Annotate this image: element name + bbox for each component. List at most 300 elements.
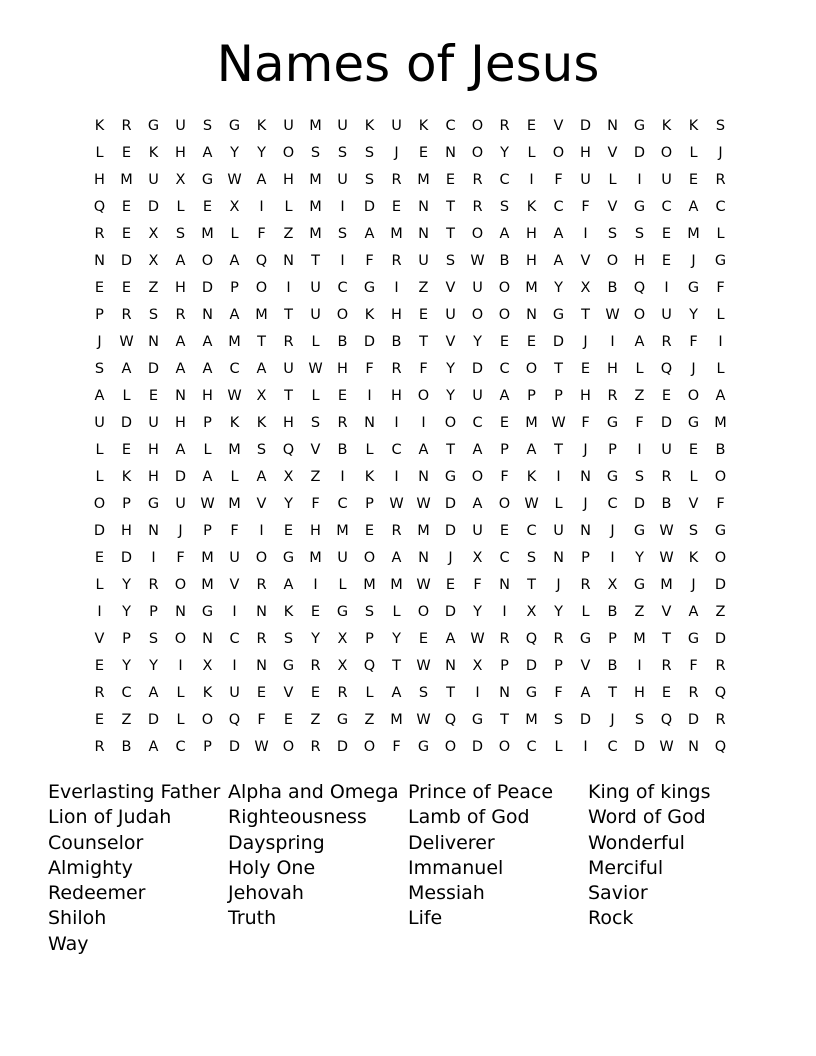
grid-letter[interactable]: F <box>365 361 374 377</box>
grid-letter[interactable]: N <box>688 739 699 755</box>
grid-letter[interactable]: O <box>471 307 484 323</box>
grid-letter[interactable]: H <box>94 172 105 188</box>
grid-letter[interactable]: E <box>526 118 537 134</box>
grid-letter[interactable]: E <box>121 226 132 242</box>
grid-letter[interactable]: D <box>93 523 106 539</box>
grid-letter[interactable]: M <box>228 442 241 458</box>
grid-letter[interactable]: K <box>121 469 132 485</box>
grid-letter[interactable]: O <box>282 739 295 755</box>
grid-letter[interactable]: T <box>392 658 401 674</box>
grid-letter[interactable]: C <box>445 118 456 134</box>
grid-letter[interactable]: P <box>365 496 374 512</box>
grid-letter[interactable]: T <box>527 577 536 593</box>
grid-letter[interactable]: Y <box>500 145 509 161</box>
grid-letter[interactable]: S <box>337 226 348 242</box>
grid-letter[interactable]: D <box>201 280 214 296</box>
grid-letter[interactable]: P <box>203 523 212 539</box>
grid-letter[interactable]: N <box>499 685 510 701</box>
grid-letter[interactable]: B <box>337 334 348 350</box>
grid-letter[interactable]: G <box>282 658 295 674</box>
grid-letter[interactable]: M <box>309 172 322 188</box>
grid-letter[interactable]: L <box>392 604 401 620</box>
grid-letter[interactable]: K <box>283 604 294 620</box>
grid-letter[interactable]: I <box>340 199 345 215</box>
grid-letter[interactable]: S <box>148 307 159 323</box>
grid-letter[interactable]: G <box>633 577 646 593</box>
grid-letter[interactable]: D <box>579 712 592 728</box>
grid-letter[interactable]: V <box>229 577 240 593</box>
grid-letter[interactable]: N <box>418 226 429 242</box>
grid-letter[interactable]: L <box>95 145 104 161</box>
grid-letter[interactable]: O <box>714 550 727 566</box>
grid-letter[interactable]: Q <box>633 280 646 296</box>
grid-letter[interactable]: T <box>554 442 563 458</box>
grid-letter[interactable]: A <box>445 631 456 647</box>
grid-letter[interactable]: M <box>228 334 241 350</box>
grid-letter[interactable]: I <box>637 658 642 674</box>
grid-letter[interactable]: D <box>660 415 673 431</box>
grid-letter[interactable]: U <box>553 523 564 539</box>
grid-letter[interactable]: P <box>122 496 131 512</box>
grid-letter[interactable]: O <box>255 280 268 296</box>
grid-letter[interactable]: C <box>121 685 132 701</box>
grid-letter[interactable]: G <box>633 199 646 215</box>
grid-letter[interactable]: X <box>175 172 186 188</box>
grid-letter[interactable]: O <box>498 496 511 512</box>
grid-letter[interactable]: Q <box>93 199 106 215</box>
grid-letter[interactable]: O <box>471 118 484 134</box>
grid-letter[interactable]: W <box>416 712 431 728</box>
grid-letter[interactable]: A <box>553 253 564 269</box>
grid-letter[interactable]: U <box>175 118 186 134</box>
grid-letter[interactable]: G <box>201 172 214 188</box>
grid-letter[interactable]: L <box>176 199 185 215</box>
grid-letter[interactable]: P <box>365 631 374 647</box>
grid-letter[interactable]: M <box>633 631 646 647</box>
grid-letter[interactable]: I <box>313 577 318 593</box>
grid-letter[interactable]: F <box>176 550 185 566</box>
grid-letter[interactable]: P <box>608 442 617 458</box>
grid-letter[interactable]: H <box>526 226 537 242</box>
grid-letter[interactable]: D <box>714 631 727 647</box>
grid-letter[interactable]: D <box>120 253 133 269</box>
grid-letter[interactable]: U <box>283 118 294 134</box>
grid-letter[interactable]: G <box>552 307 565 323</box>
grid-letter[interactable]: P <box>149 604 158 620</box>
grid-letter[interactable]: X <box>283 469 294 485</box>
grid-letter[interactable]: J <box>691 253 696 269</box>
grid-letter[interactable]: Y <box>257 145 266 161</box>
grid-letter[interactable]: V <box>256 496 267 512</box>
grid-letter[interactable]: G <box>201 604 214 620</box>
grid-letter[interactable]: A <box>202 469 213 485</box>
grid-letter[interactable]: E <box>499 334 510 350</box>
grid-letter[interactable]: D <box>444 604 457 620</box>
grid-letter[interactable]: E <box>94 658 105 674</box>
grid-letter[interactable]: O <box>633 307 646 323</box>
grid-letter[interactable]: S <box>148 631 159 647</box>
grid-letter[interactable]: D <box>363 199 376 215</box>
grid-letter[interactable]: Q <box>660 361 673 377</box>
grid-letter[interactable]: E <box>688 442 699 458</box>
grid-letter[interactable]: D <box>633 145 646 161</box>
grid-letter[interactable]: F <box>500 469 509 485</box>
grid-letter[interactable]: T <box>446 226 455 242</box>
grid-letter[interactable]: R <box>472 172 483 188</box>
grid-letter[interactable]: E <box>688 172 699 188</box>
grid-letter[interactable]: O <box>444 415 457 431</box>
grid-letter[interactable]: L <box>311 334 320 350</box>
grid-letter[interactable]: R <box>337 415 348 431</box>
grid-letter[interactable]: O <box>498 739 511 755</box>
grid-letter[interactable]: V <box>580 658 591 674</box>
grid-letter[interactable]: S <box>364 604 375 620</box>
grid-letter[interactable]: W <box>227 388 242 404</box>
grid-letter[interactable]: J <box>718 145 723 161</box>
grid-letter[interactable]: X <box>148 226 159 242</box>
grid-letter[interactable]: S <box>283 631 294 647</box>
grid-letter[interactable]: L <box>365 685 374 701</box>
grid-letter[interactable]: E <box>661 685 672 701</box>
grid-letter[interactable]: A <box>121 361 132 377</box>
grid-letter[interactable]: G <box>714 253 727 269</box>
grid-letter[interactable]: U <box>337 550 348 566</box>
grid-letter[interactable]: R <box>337 685 348 701</box>
grid-letter[interactable]: G <box>417 739 430 755</box>
grid-letter[interactable]: H <box>283 415 294 431</box>
grid-letter[interactable]: G <box>714 523 727 539</box>
grid-letter[interactable]: T <box>284 388 293 404</box>
grid-letter[interactable]: Y <box>122 658 131 674</box>
grid-letter[interactable]: U <box>661 442 672 458</box>
grid-letter[interactable]: I <box>583 739 588 755</box>
grid-letter[interactable]: E <box>256 685 267 701</box>
grid-letter[interactable]: K <box>148 145 159 161</box>
grid-letter[interactable]: W <box>659 739 674 755</box>
grid-letter[interactable]: T <box>608 685 617 701</box>
grid-letter[interactable]: R <box>391 523 402 539</box>
grid-letter[interactable]: R <box>121 307 132 323</box>
grid-letter[interactable]: Z <box>310 469 321 485</box>
grid-letter[interactable]: Y <box>473 334 482 350</box>
grid-letter[interactable]: R <box>472 199 483 215</box>
grid-letter[interactable]: S <box>202 118 213 134</box>
grid-letter[interactable]: T <box>446 442 455 458</box>
grid-letter[interactable]: S <box>94 361 105 377</box>
grid-letter[interactable]: F <box>392 739 401 755</box>
grid-letter[interactable]: E <box>310 604 321 620</box>
grid-letter[interactable]: S <box>175 226 186 242</box>
grid-letter[interactable]: G <box>363 280 376 296</box>
grid-letter[interactable]: X <box>229 199 240 215</box>
grid-letter[interactable]: W <box>119 334 134 350</box>
grid-letter[interactable]: I <box>367 388 372 404</box>
grid-letter[interactable]: S <box>256 442 267 458</box>
grid-letter[interactable]: N <box>175 604 186 620</box>
grid-letter[interactable]: C <box>553 199 564 215</box>
grid-letter[interactable]: M <box>417 523 430 539</box>
grid-letter[interactable]: Q <box>714 739 727 755</box>
grid-letter[interactable]: W <box>659 550 674 566</box>
grid-letter[interactable]: I <box>259 523 264 539</box>
grid-letter[interactable]: L <box>95 442 104 458</box>
grid-letter[interactable]: C <box>391 442 402 458</box>
grid-letter[interactable]: U <box>661 307 672 323</box>
grid-letter[interactable]: N <box>202 631 213 647</box>
grid-letter[interactable]: O <box>525 361 538 377</box>
grid-letter[interactable]: C <box>661 199 672 215</box>
grid-letter[interactable]: O <box>552 145 565 161</box>
grid-letter[interactable]: R <box>688 685 699 701</box>
grid-letter[interactable]: B <box>607 604 618 620</box>
grid-letter[interactable]: Y <box>473 604 482 620</box>
grid-letter[interactable]: D <box>444 523 457 539</box>
grid-letter[interactable]: H <box>121 523 132 539</box>
grid-letter[interactable]: L <box>365 442 374 458</box>
grid-letter[interactable]: T <box>554 361 563 377</box>
grid-letter[interactable]: X <box>580 280 591 296</box>
grid-letter[interactable]: M <box>390 226 403 242</box>
grid-letter[interactable]: A <box>256 469 267 485</box>
grid-letter[interactable]: D <box>579 118 592 134</box>
grid-letter[interactable]: Z <box>634 388 645 404</box>
grid-letter[interactable]: C <box>526 739 537 755</box>
grid-letter[interactable]: C <box>526 523 537 539</box>
grid-letter[interactable]: G <box>687 631 700 647</box>
grid-letter[interactable]: D <box>525 658 538 674</box>
grid-letter[interactable]: N <box>526 307 537 323</box>
grid-letter[interactable]: O <box>174 631 187 647</box>
grid-letter[interactable]: V <box>607 145 618 161</box>
grid-letter[interactable]: U <box>148 415 159 431</box>
grid-letter[interactable]: E <box>148 388 159 404</box>
grid-letter[interactable]: E <box>121 199 132 215</box>
grid-letter[interactable]: C <box>175 739 186 755</box>
grid-letter[interactable]: A <box>229 253 240 269</box>
grid-letter[interactable]: M <box>363 577 376 593</box>
grid-letter[interactable]: F <box>554 172 563 188</box>
grid-letter[interactable]: B <box>715 442 726 458</box>
grid-letter[interactable]: K <box>661 118 672 134</box>
grid-letter[interactable]: M <box>201 226 214 242</box>
grid-letter[interactable]: E <box>283 523 294 539</box>
grid-letter[interactable]: F <box>419 361 428 377</box>
grid-letter[interactable]: I <box>232 604 237 620</box>
grid-letter[interactable]: G <box>147 496 160 512</box>
grid-letter[interactable]: N <box>499 577 510 593</box>
grid-letter[interactable]: V <box>661 604 672 620</box>
grid-letter[interactable]: U <box>337 172 348 188</box>
grid-letter[interactable]: R <box>94 226 105 242</box>
grid-letter[interactable]: T <box>257 334 266 350</box>
grid-letter[interactable]: K <box>526 469 537 485</box>
grid-letter[interactable]: W <box>308 361 323 377</box>
grid-letter[interactable]: D <box>633 496 646 512</box>
grid-letter[interactable]: E <box>202 199 213 215</box>
grid-letter[interactable]: G <box>282 550 295 566</box>
grid-letter[interactable]: A <box>229 307 240 323</box>
grid-letter[interactable]: J <box>97 334 102 350</box>
grid-letter[interactable]: E <box>94 280 105 296</box>
grid-letter[interactable]: P <box>122 631 131 647</box>
grid-letter[interactable]: R <box>499 631 510 647</box>
grid-letter[interactable]: L <box>716 226 725 242</box>
grid-letter[interactable]: M <box>687 226 700 242</box>
grid-letter[interactable]: L <box>230 469 239 485</box>
grid-letter[interactable]: L <box>554 496 563 512</box>
grid-letter[interactable]: N <box>418 199 429 215</box>
grid-letter[interactable]: I <box>664 280 669 296</box>
grid-letter[interactable]: H <box>607 361 618 377</box>
grid-letter[interactable]: Z <box>715 604 726 620</box>
grid-letter[interactable]: T <box>311 253 320 269</box>
grid-letter[interactable]: A <box>688 199 699 215</box>
grid-letter[interactable]: P <box>500 442 509 458</box>
grid-letter[interactable]: Q <box>255 253 268 269</box>
grid-letter[interactable]: P <box>500 658 509 674</box>
grid-letter[interactable]: L <box>230 226 239 242</box>
grid-letter[interactable]: Q <box>525 631 538 647</box>
grid-letter[interactable]: N <box>445 658 456 674</box>
grid-letter[interactable]: W <box>659 523 674 539</box>
grid-letter[interactable]: Y <box>122 604 131 620</box>
grid-letter[interactable]: E <box>121 442 132 458</box>
grid-letter[interactable]: A <box>472 442 483 458</box>
grid-letter[interactable]: F <box>635 415 644 431</box>
grid-letter[interactable]: G <box>228 118 241 134</box>
grid-letter[interactable]: G <box>336 604 349 620</box>
grid-letter[interactable]: N <box>418 550 429 566</box>
grid-letter[interactable]: R <box>175 307 186 323</box>
grid-letter[interactable]: M <box>228 496 241 512</box>
grid-letter[interactable]: F <box>689 334 698 350</box>
grid-letter[interactable]: A <box>499 226 510 242</box>
grid-letter[interactable]: W <box>200 496 215 512</box>
grid-letter[interactable]: T <box>419 334 428 350</box>
grid-letter[interactable]: W <box>524 496 539 512</box>
grid-letter[interactable]: P <box>527 388 536 404</box>
grid-letter[interactable]: D <box>147 361 160 377</box>
grid-letter[interactable]: Z <box>121 712 132 728</box>
grid-letter[interactable]: U <box>580 172 591 188</box>
grid-letter[interactable]: D <box>147 712 160 728</box>
grid-letter[interactable]: U <box>472 280 483 296</box>
grid-letter[interactable]: Y <box>284 496 293 512</box>
grid-letter[interactable]: N <box>283 253 294 269</box>
grid-letter[interactable]: S <box>337 145 348 161</box>
grid-letter[interactable]: A <box>202 334 213 350</box>
grid-letter[interactable]: S <box>634 469 645 485</box>
grid-letter[interactable]: W <box>416 658 431 674</box>
grid-letter[interactable]: J <box>178 523 183 539</box>
grid-letter[interactable]: S <box>364 172 375 188</box>
grid-letter[interactable]: A <box>526 442 537 458</box>
grid-letter[interactable]: E <box>526 334 537 350</box>
grid-letter[interactable]: Y <box>554 604 563 620</box>
grid-letter[interactable]: J <box>610 523 615 539</box>
grid-letter[interactable]: Q <box>363 658 376 674</box>
grid-letter[interactable]: A <box>148 739 159 755</box>
grid-letter[interactable]: U <box>418 253 429 269</box>
grid-letter[interactable]: F <box>716 280 725 296</box>
grid-letter[interactable]: M <box>417 172 430 188</box>
grid-letter[interactable]: K <box>202 685 213 701</box>
grid-letter[interactable]: X <box>202 658 213 674</box>
grid-letter[interactable]: G <box>471 712 484 728</box>
grid-letter[interactable]: G <box>525 685 538 701</box>
grid-letter[interactable]: U <box>472 523 483 539</box>
grid-letter[interactable]: R <box>499 118 510 134</box>
grid-letter[interactable]: L <box>581 604 590 620</box>
grid-letter[interactable]: F <box>230 523 239 539</box>
grid-letter[interactable]: J <box>691 361 696 377</box>
grid-letter[interactable]: Z <box>310 712 321 728</box>
grid-letter[interactable]: Y <box>311 631 320 647</box>
grid-letter[interactable]: I <box>340 469 345 485</box>
grid-letter[interactable]: T <box>662 631 671 647</box>
grid-letter[interactable]: F <box>689 658 698 674</box>
grid-letter[interactable]: J <box>556 577 561 593</box>
grid-letter[interactable]: M <box>525 415 538 431</box>
grid-letter[interactable]: G <box>147 118 160 134</box>
grid-letter[interactable]: M <box>201 550 214 566</box>
grid-letter[interactable]: L <box>95 577 104 593</box>
grid-letter[interactable]: I <box>529 172 534 188</box>
grid-letter[interactable]: Z <box>634 604 645 620</box>
grid-letter[interactable]: N <box>580 523 591 539</box>
grid-letter[interactable]: R <box>256 577 267 593</box>
grid-letter[interactable]: A <box>715 388 726 404</box>
grid-letter[interactable]: Q <box>444 712 457 728</box>
grid-letter[interactable]: W <box>605 307 620 323</box>
grid-letter[interactable]: E <box>445 577 456 593</box>
grid-letter[interactable]: A <box>202 361 213 377</box>
grid-letter[interactable]: O <box>282 145 295 161</box>
grid-letter[interactable]: F <box>473 577 482 593</box>
grid-letter[interactable]: G <box>606 469 619 485</box>
grid-letter[interactable]: L <box>554 739 563 755</box>
grid-letter[interactable]: X <box>472 658 483 674</box>
grid-letter[interactable]: W <box>227 172 242 188</box>
grid-letter[interactable]: B <box>337 442 348 458</box>
grid-letter[interactable]: H <box>175 145 186 161</box>
grid-letter[interactable]: L <box>203 442 212 458</box>
grid-letter[interactable]: J <box>448 550 453 566</box>
grid-letter[interactable]: D <box>471 739 484 755</box>
grid-letter[interactable]: K <box>229 415 240 431</box>
grid-letter[interactable]: B <box>607 658 618 674</box>
grid-letter[interactable]: E <box>499 415 510 431</box>
grid-letter[interactable]: O <box>471 145 484 161</box>
grid-letter[interactable]: O <box>687 388 700 404</box>
grid-letter[interactable]: T <box>284 307 293 323</box>
grid-letter[interactable]: Y <box>689 307 698 323</box>
grid-letter[interactable]: F <box>554 685 563 701</box>
grid-letter[interactable]: H <box>283 172 294 188</box>
grid-letter[interactable]: R <box>391 172 402 188</box>
grid-letter[interactable]: M <box>390 712 403 728</box>
grid-letter[interactable]: W <box>416 577 431 593</box>
grid-letter[interactable]: W <box>470 631 485 647</box>
grid-letter[interactable]: G <box>687 415 700 431</box>
grid-letter[interactable]: S <box>553 712 564 728</box>
grid-letter[interactable]: M <box>336 523 349 539</box>
grid-letter[interactable]: Z <box>283 226 294 242</box>
grid-letter[interactable]: C <box>715 199 726 215</box>
grid-letter[interactable]: D <box>714 577 727 593</box>
grid-letter[interactable]: I <box>259 199 264 215</box>
grid-letter[interactable]: S <box>634 712 645 728</box>
